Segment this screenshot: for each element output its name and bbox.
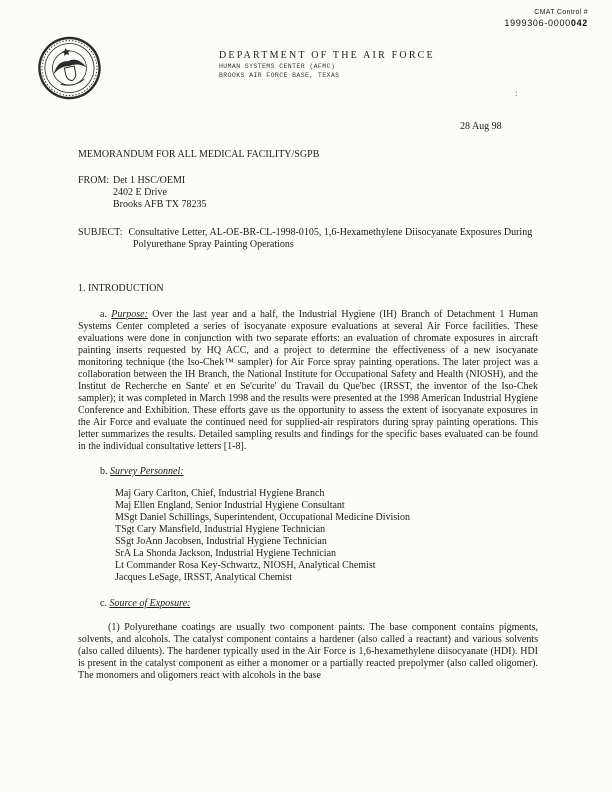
cmat-control-number xyxy=(504,18,588,28)
from-line-1 xyxy=(78,175,538,187)
personnel-row: TSgt Cary Mansfield, Industrial Hygiene Technician xyxy=(115,524,326,535)
purpose-paragraph xyxy=(78,309,538,453)
letterhead-subtitle-1: HUMAN SYSTEMS CENTER (AFMC) xyxy=(219,63,336,70)
personnel-row: Maj Gary Carlton, Chief, Industrial Hygiene Branch xyxy=(115,488,325,499)
survey-personnel-list xyxy=(115,488,538,584)
from-address-1: Det 1 HSC/OEMI xyxy=(113,175,186,186)
cmat-control-label: CMAT Control # xyxy=(534,9,588,16)
source-paragraph: (1) Polyurethane coatings are usually two component paints. The base component contains pigments, solvents, and alcohols. The catalyst component contains a hardener (also called a reactant) and various solvents (also called diluents). The hardener typically used in the Air Force is 1,6-hexamethylene diisocyanate (HDI). HDI is present in the catalyst component as either a monomer or a partially reacted prepolymer (also called oligomer). The monomers and oligomers react with alcohols in the base xyxy=(78,622,538,681)
letterhead-title: DEPARTMENT OF THE AIR FORCE xyxy=(219,50,435,61)
purpose-text: Over the last year and a half, the Industrial Hygiene (IH) Branch of Detachment 1 Human Systems Center completed a series of isocyanate exposure evaluations at several Air Force facilities. These evaluations were done in conjunction with two separate efforts: an evaluation of chromate exposures in aircraft painting inserts requested by HQ ACC, and a project to determine the effectiveness of a new isocyanate monitoring technique (the Iso-Chek™ sampler) for Air Force spray painting operations. The later project was a collaboration between the IH Branch, the National Institute for Occupational Safety and Health (NIOSH), and the Institut de Recherche en Sante' et en Se'curite' du Travail du Que'bec (IRSST, the inventor of the Iso-Chek sampler); it was completed in March 1998 and the results were presented at the 1998 American Industrial Hygiene Conference and Exhibition. These efforts gave us the opportunity to assess the extent of isocyanate exposures in the Air Force and evaluate the continued need for supplied-air respirators during spray painting operations. This letter summarizes the results. Detailed sampling results and findings for the specific bases evaluated can be found in the individual consultative letters [1-8]. xyxy=(78,309,539,452)
personnel-row: Maj Ellen England, Senior Industrial Hygiene Consultant xyxy=(115,500,345,511)
source-seq: c. xyxy=(100,598,107,609)
personnel-row: MSgt Daniel Schillings, Superintendent, Occupational Medicine Division xyxy=(115,512,410,523)
from-block xyxy=(78,175,538,211)
memorandum-for-line: MEMORANDUM FOR ALL MEDICAL FACILITY/SGPB xyxy=(78,149,320,160)
personnel-row: SrA La Shonda Jackson, Industrial Hygiene Technician xyxy=(115,548,337,559)
letterhead xyxy=(219,50,435,79)
air-force-seal-icon xyxy=(32,30,109,111)
from-address-2: 2402 E Drive xyxy=(113,187,167,198)
source-of-exposure-heading xyxy=(78,598,538,610)
survey-personnel-seq: b. xyxy=(100,466,108,477)
subject-block xyxy=(78,227,538,251)
subject-label: SUBJECT: xyxy=(78,227,123,238)
personnel-row: Lt Commander Rosa Key-Schwartz, NIOSH, Analytical Chemist xyxy=(115,560,376,571)
memo-body xyxy=(78,149,538,682)
cmat-control-number-suffix: 042 xyxy=(570,18,588,28)
survey-personnel-label: Survey Personnel: xyxy=(110,466,184,477)
scan-artifact-mark: : xyxy=(515,88,518,98)
cmat-control-block xyxy=(504,9,588,28)
purpose-label: Purpose: xyxy=(111,309,148,320)
purpose-seq: a. xyxy=(100,309,107,320)
memo-date: 28 Aug 98 xyxy=(460,121,502,132)
section-heading-introduction: 1. INTRODUCTION xyxy=(78,283,164,294)
subject-text: Consultative Letter, AL-OE-BR-CL-1998-0105, 1,6-Hexamethylene Diisocyanate Exposures During Polyurethane Spray Painting Operations xyxy=(128,227,533,250)
from-label: FROM: xyxy=(78,175,110,186)
letterhead-subtitle-2: BROOKS AIR FORCE BASE, TEXAS xyxy=(219,72,340,79)
personnel-row: Jacques LeSage, IRSST, Analytical Chemist xyxy=(115,572,293,583)
from-address-3: Brooks AFB TX 78235 xyxy=(113,199,207,210)
personnel-row: SSgt JoAnn Jacobsen, Industrial Hygiene Technician xyxy=(115,536,327,547)
survey-personnel-heading xyxy=(78,466,538,478)
cmat-control-number-prefix: 1999306-0000 xyxy=(504,18,571,28)
source-label: Source of Exposure: xyxy=(109,598,191,609)
